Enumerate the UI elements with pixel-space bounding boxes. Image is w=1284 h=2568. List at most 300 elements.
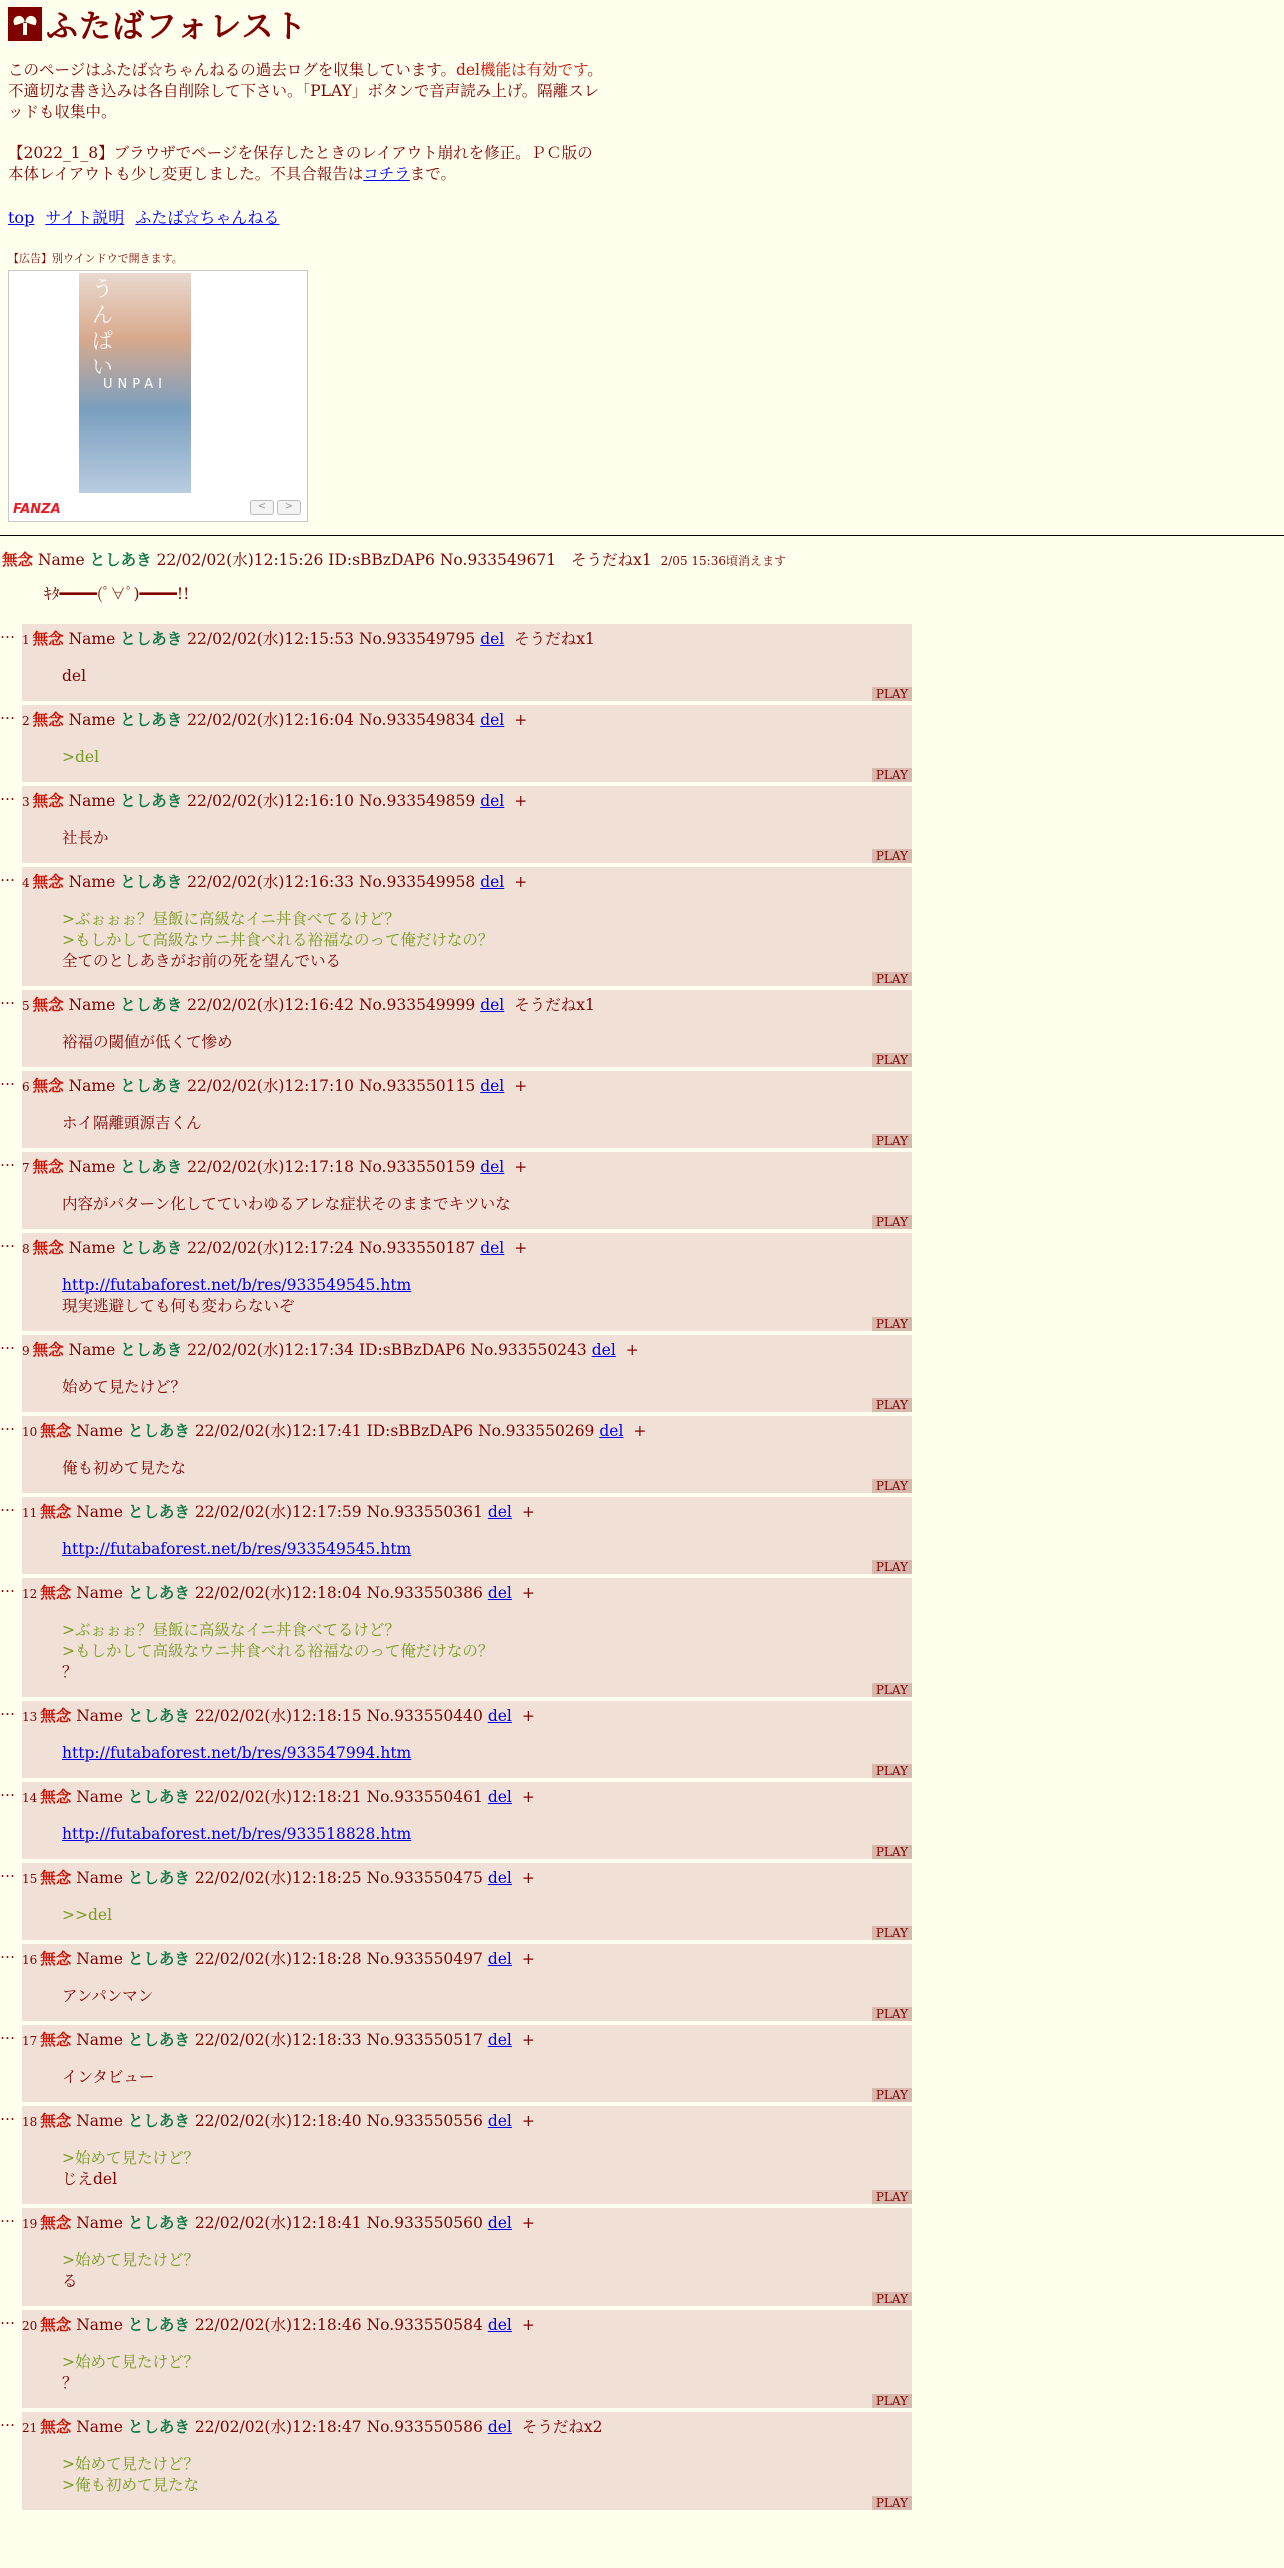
reply-quote: >俺も初めて見たな (62, 2476, 199, 2494)
reply-subject: 無念 (32, 710, 64, 729)
contact-link[interactable]: コチラ (363, 165, 410, 183)
reply-quote: >もしかして高級なウニ丼食べれる裕福なのって俺だけなの？ (62, 1642, 494, 1660)
reply-text: ？ (62, 1663, 78, 1681)
del-link[interactable]: del (487, 1950, 512, 1968)
del-link[interactable]: del (480, 996, 505, 1014)
reply-body (62, 2148, 912, 2190)
sodane-plus-button[interactable]: + (625, 1341, 639, 1359)
reply-menu-icon[interactable]: … (0, 1335, 15, 1353)
ad-nav (250, 500, 301, 515)
reply-row (0, 1152, 912, 1229)
reply-menu-icon[interactable]: … (0, 1863, 15, 1881)
reply-text: del (62, 667, 87, 685)
sodane-plus-button[interactable]: + (514, 1077, 528, 1095)
reply-post (22, 624, 912, 701)
reply-number: 5 (22, 999, 30, 1013)
play-button[interactable]: PLAY (872, 1053, 912, 1067)
reply-link[interactable]: http://futabaforest.net/b/res/933549545.htm (62, 1276, 412, 1294)
ad-image[interactable] (79, 273, 191, 493)
ad-brand-logo: FANZA (13, 502, 61, 517)
ad-image-title: うんぱい (88, 277, 113, 381)
reply-number: 18 (22, 2115, 38, 2129)
reply-quote: >ぶぉぉぉ？昼飯に高級なイニ丼食べてるけど？ (62, 910, 400, 928)
reply-menu-icon[interactable]: … (0, 1152, 15, 1170)
sodane-plus-button[interactable]: + (514, 792, 528, 810)
reply-menu-icon[interactable]: … (0, 1578, 15, 1596)
del-link[interactable]: del (480, 1239, 505, 1257)
reply-number: 10 (22, 1425, 38, 1439)
play-button[interactable]: PLAY (872, 1560, 912, 1574)
reply-menu-icon[interactable]: … (0, 990, 15, 1008)
reply-subject: 無念 (32, 791, 64, 810)
reply-post (22, 2106, 912, 2204)
reply-number: 7 (22, 1161, 30, 1175)
reply-subject: 無念 (40, 2111, 72, 2130)
reply-menu-icon[interactable]: … (0, 867, 15, 885)
reply-number: 6 (22, 1080, 30, 1094)
sodane-button[interactable]: そうだねx1 (514, 630, 595, 648)
reply-post (22, 1497, 912, 1574)
reply-date: 22/02/02(水)12:16:10 (187, 792, 354, 810)
play-button[interactable]: PLAY (872, 687, 912, 701)
play-button[interactable]: PLAY (872, 2088, 912, 2102)
name-label: Name (76, 1869, 123, 1887)
reply-poster: としあき (120, 1076, 183, 1095)
play-button[interactable]: PLAY (872, 1215, 912, 1229)
intro-del-notice: del機能は有効です (455, 61, 588, 79)
play-button[interactable]: PLAY (872, 2394, 912, 2408)
sodane-plus-button[interactable]: + (514, 1239, 528, 1257)
reply-body (62, 1620, 912, 1683)
reply-body (62, 1986, 912, 2007)
reply-header (22, 2213, 912, 2234)
reply-poster: としあき (127, 2030, 190, 2049)
reply-post-number[interactable]: No.933550517 (366, 2031, 483, 2049)
del-link[interactable]: del (487, 2112, 512, 2130)
play-button[interactable]: PLAY (872, 1134, 912, 1148)
reply-id: ID:sBBzDAP6 (366, 1422, 474, 1440)
reply-menu-icon[interactable]: … (0, 2106, 15, 2124)
reply-body (62, 1113, 912, 1134)
reply-number: 16 (22, 1953, 38, 1967)
name-label: Name (76, 1503, 123, 1521)
del-link[interactable]: del (487, 2316, 512, 2334)
reply-text: 社長か (62, 829, 109, 847)
nav-about-link[interactable]: サイト説明 (45, 208, 125, 227)
reply-link[interactable]: http://futabaforest.net/b/res/933518828.htm (62, 1825, 412, 1843)
reply-post-number[interactable]: No.933550497 (366, 1950, 483, 1968)
name-label: Name (76, 2418, 123, 2436)
reply-poster: としあき (120, 1157, 183, 1176)
reply-quote: >del (62, 748, 100, 766)
reply-list (0, 624, 912, 2514)
reply-post-number[interactable]: No.933549999 (358, 996, 476, 1014)
ad-image-word: UNPAI (103, 377, 167, 392)
reply-post-number[interactable]: No.933550386 (366, 1584, 483, 1602)
reply-subject: 無念 (40, 1868, 72, 1887)
reply-number: 3 (22, 795, 30, 809)
top-nav (8, 205, 1276, 228)
reply-date: 22/02/02(水)12:17:59 (194, 1503, 362, 1521)
reply-post (22, 2208, 912, 2306)
del-link[interactable]: del (487, 1584, 512, 1602)
reply-date: 22/02/02(水)12:18:46 (194, 2316, 362, 2334)
reply-text: アンパンマン (62, 1987, 154, 2005)
thread-number[interactable]: No.933549671 (439, 551, 557, 569)
intro-text: このページはふたば☆ちゃんねるの過去ログを収集しています。 (8, 61, 456, 79)
reply-post-number[interactable]: No.933549859 (358, 792, 476, 810)
reply-post-number[interactable]: No.933550586 (366, 2418, 483, 2436)
reply-header (22, 1340, 912, 1361)
play-button[interactable]: PLAY (872, 768, 912, 782)
del-link[interactable]: del (487, 2418, 512, 2436)
reply-post (22, 1782, 912, 1859)
reply-poster: としあき (127, 2213, 190, 2232)
update-notice (8, 143, 608, 185)
reply-body (62, 747, 912, 768)
name-label: Name (68, 1341, 116, 1359)
reply-body (62, 1032, 912, 1053)
reply-menu-icon[interactable]: … (0, 1701, 15, 1719)
reply-row (0, 2412, 912, 2510)
reply-subject: 無念 (40, 1949, 72, 1968)
reply-poster: としあき (127, 1787, 190, 1806)
reply-post-number[interactable]: No.933550560 (366, 2214, 483, 2232)
reply-subject: 無念 (40, 1421, 72, 1440)
reply-post-number[interactable]: No.933550461 (366, 1788, 483, 1806)
play-button[interactable]: PLAY (872, 1479, 912, 1493)
nav-top-link[interactable]: top (8, 208, 35, 227)
reply-body (62, 1743, 912, 1764)
reply-row (0, 786, 912, 863)
reply-menu-icon[interactable]: … (0, 1497, 15, 1515)
reply-post-number[interactable]: No.933549958 (358, 873, 476, 891)
reply-number: 1 (22, 633, 30, 647)
del-link[interactable]: del (487, 1869, 512, 1887)
reply-number: 20 (22, 2319, 38, 2333)
reply-post-number[interactable]: No.933550159 (358, 1158, 476, 1176)
reply-number: 11 (22, 1506, 38, 1520)
name-label: Name (76, 2031, 123, 2049)
reply-row (0, 2310, 912, 2408)
reply-subject: 無念 (40, 2315, 72, 2334)
sodane-plus-button[interactable]: + (514, 873, 528, 891)
reply-header (22, 1076, 912, 1097)
del-link[interactable]: del (480, 873, 505, 891)
sodane-plus-button[interactable]: + (521, 2112, 535, 2130)
sodane-plus-button[interactable]: + (521, 2214, 535, 2232)
reply-poster: としあき (120, 872, 183, 891)
sodane-plus-button[interactable]: + (521, 1869, 535, 1887)
reply-post-number[interactable]: No.933550269 (478, 1422, 595, 1440)
sodane-plus-button[interactable]: + (521, 1788, 535, 1806)
sodane-plus-button[interactable]: + (514, 711, 528, 729)
reply-post-number[interactable]: No.933549834 (358, 711, 476, 729)
reply-menu-icon[interactable]: … (0, 786, 15, 804)
reply-menu-icon[interactable]: … (0, 1233, 15, 1251)
thread-id: ID:sBBzDAP6 (328, 551, 435, 569)
sodane-plus-button[interactable]: + (521, 2316, 535, 2334)
reply-post-number[interactable]: No.933550556 (366, 2112, 483, 2130)
reply-header (22, 2111, 912, 2132)
reply-body (62, 828, 912, 849)
ad-banner[interactable] (8, 270, 308, 522)
reply-date: 22/02/02(水)12:18:33 (194, 2031, 362, 2049)
del-link[interactable]: del (487, 2214, 512, 2232)
play-button[interactable]: PLAY (872, 2190, 912, 2204)
sodane-plus-button[interactable]: + (514, 1158, 528, 1176)
reply-header (22, 629, 912, 650)
reply-quote: >始めて見たけど？ (62, 2353, 199, 2371)
reply-text: インタビュー (62, 2068, 155, 2086)
thread-poster: としあき (89, 550, 152, 569)
reply-body (62, 2454, 912, 2496)
reply-row (0, 867, 912, 986)
reply-subject: 無念 (32, 1157, 64, 1176)
reply-number: 8 (22, 1242, 30, 1256)
reply-menu-icon[interactable]: … (0, 1416, 15, 1434)
name-label: Name (68, 711, 116, 729)
reply-menu-icon[interactable]: … (0, 1071, 15, 1089)
play-button[interactable]: PLAY (872, 849, 912, 863)
sodane-button[interactable]: そうだねx1 (571, 551, 652, 569)
reply-row (0, 2106, 912, 2204)
chevron-left-icon[interactable]: < (250, 500, 274, 515)
reply-quote: >始めて見たけど？ (62, 2149, 199, 2167)
play-button[interactable]: PLAY (872, 1398, 912, 1412)
ad-label: 【広告】別ウインドウで開きます。 (8, 252, 183, 265)
reply-post (22, 990, 912, 1067)
play-button[interactable]: PLAY (872, 2292, 912, 2306)
reply-post (22, 1416, 912, 1493)
name-label: Name (37, 551, 85, 569)
play-button[interactable]: PLAY (872, 2496, 912, 2510)
reply-post-number[interactable]: No.933550115 (358, 1077, 476, 1095)
thread-subject: 無念 (2, 550, 34, 569)
reply-body (62, 1275, 912, 1317)
name-label: Name (68, 1239, 116, 1257)
reply-post-number[interactable]: No.933550584 (366, 2316, 483, 2334)
notice-text-end: まで。 (409, 165, 456, 183)
reply-post (22, 1701, 912, 1778)
sodane-plus-button[interactable]: + (521, 2031, 535, 2049)
reply-menu-icon[interactable]: … (0, 624, 15, 642)
sodane-plus-button[interactable]: + (521, 1950, 535, 1968)
reply-quote: >ぶぉぉぉ？昼飯に高級なイニ丼食べてるけど？ (62, 1621, 400, 1639)
reply-poster: としあき (120, 791, 183, 810)
play-button[interactable]: PLAY (872, 1317, 912, 1331)
reply-menu-icon[interactable]: … (0, 2025, 15, 2043)
reply-header (22, 2315, 912, 2336)
reply-number: 14 (22, 1791, 38, 1805)
reply-date: 22/02/02(水)12:18:47 (194, 2418, 362, 2436)
reply-number: 19 (22, 2217, 38, 2231)
reply-post-number[interactable]: No.933549795 (358, 630, 476, 648)
play-button[interactable]: PLAY (872, 1683, 912, 1697)
reply-body (62, 2250, 912, 2292)
name-label: Name (76, 2316, 123, 2334)
reply-header (22, 1706, 912, 1727)
reply-poster: としあき (127, 1421, 190, 1440)
reply-post (22, 705, 912, 782)
sodane-button[interactable]: そうだねx1 (514, 996, 595, 1014)
del-link[interactable]: del (480, 792, 505, 810)
reply-subject: 無念 (32, 629, 64, 648)
reply-header (22, 1583, 912, 1604)
reply-post-number[interactable]: No.933550243 (470, 1341, 587, 1359)
reply-subject: 無念 (32, 995, 64, 1014)
reply-row (0, 1071, 912, 1148)
reply-row (0, 1233, 912, 1331)
reply-header (22, 1238, 912, 1259)
reply-subject: 無念 (40, 1706, 72, 1725)
reply-text: 内容がパターン化してていわゆるアレな症状そのままでキツいな (62, 1195, 511, 1213)
name-label: Name (68, 996, 116, 1014)
reply-header (22, 1502, 912, 1523)
reply-text: 俺も初めて見たな (62, 1459, 187, 1477)
reply-row (0, 705, 912, 782)
reply-row (0, 990, 912, 1067)
thread-body: ｷﾀ━━━━(ﾟ∀ﾟ)━━━━!! (44, 585, 190, 603)
reply-menu-icon[interactable]: … (0, 2208, 15, 2226)
reply-header (22, 710, 912, 731)
reply-text: ホイ隔離頭源吉くん (62, 1114, 202, 1132)
reply-post (22, 2310, 912, 2408)
name-label: Name (76, 1950, 123, 1968)
reply-post (22, 1071, 912, 1148)
futaba-logo-icon (8, 7, 42, 41)
reply-date: 22/02/02(水)12:18:41 (194, 2214, 362, 2232)
reply-body (62, 2352, 912, 2394)
reply-text: 現実逃避しても何も変わらないぞ (62, 1297, 295, 1315)
del-link[interactable]: del (480, 1077, 505, 1095)
name-label: Name (76, 1422, 123, 1440)
reply-row (0, 1863, 912, 1940)
reply-post-number[interactable]: No.933550440 (366, 1707, 483, 1725)
nav-futaba-link[interactable]: ふたば☆ちゃんねる (135, 208, 280, 227)
reply-header (22, 1949, 912, 1970)
reply-row (0, 1335, 912, 1412)
reply-number: 12 (22, 1587, 38, 1601)
reply-post-number[interactable]: No.933550361 (366, 1503, 483, 1521)
reply-body (62, 1905, 912, 1926)
sodane-plus-button[interactable]: + (521, 1503, 535, 1521)
reply-subject: 無念 (32, 1340, 64, 1359)
reply-link[interactable]: http://futabaforest.net/b/res/933547994.htm (62, 1744, 412, 1762)
reply-poster: としあき (120, 995, 183, 1014)
reply-header (22, 1157, 912, 1178)
reply-date: 22/02/02(水)12:16:42 (187, 996, 354, 1014)
reply-link[interactable]: http://futabaforest.net/b/res/933549545.htm (62, 1540, 412, 1558)
reply-poster: としあき (127, 1502, 190, 1521)
thread-header (2, 548, 786, 570)
reply-body (62, 1194, 912, 1215)
reply-poster: としあき (120, 710, 183, 729)
name-label: Name (68, 1077, 116, 1095)
name-label: Name (68, 630, 116, 648)
reply-header (22, 1787, 912, 1808)
reply-post (22, 1335, 912, 1412)
site-header (8, 6, 1276, 45)
del-link[interactable]: del (487, 2031, 512, 2049)
reply-post (22, 1944, 912, 2021)
play-button[interactable]: PLAY (872, 1845, 912, 1859)
name-label: Name (68, 1158, 116, 1176)
reply-poster: としあき (127, 1949, 190, 1968)
del-link[interactable]: del (487, 1707, 512, 1725)
sodane-plus-button[interactable]: + (521, 1584, 535, 1602)
del-link[interactable]: del (480, 1158, 505, 1176)
play-button[interactable]: PLAY (872, 972, 912, 986)
play-button[interactable]: PLAY (872, 1926, 912, 1940)
reply-header (22, 1421, 912, 1442)
sodane-plus-button[interactable]: + (521, 1707, 535, 1725)
reply-poster: としあき (120, 629, 183, 648)
reply-menu-icon[interactable]: … (0, 2412, 15, 2430)
reply-number: 15 (22, 1872, 38, 1886)
reply-subject: 無念 (32, 1076, 64, 1095)
reply-quote: >始めて見たけど？ (62, 2455, 199, 2473)
del-link[interactable]: del (487, 1503, 512, 1521)
reply-body (62, 909, 912, 972)
reply-subject: 無念 (32, 1238, 64, 1257)
reply-date: 22/02/02(水)12:16:04 (187, 711, 354, 729)
reply-post-number[interactable]: No.933550187 (358, 1239, 476, 1257)
reply-menu-icon[interactable]: … (0, 705, 15, 723)
reply-poster: としあき (120, 1340, 183, 1359)
page (8, 0, 1276, 522)
reply-post (22, 786, 912, 863)
reply-body (62, 1458, 912, 1479)
reply-post (22, 1152, 912, 1229)
del-link[interactable]: del (480, 711, 505, 729)
reply-subject: 無念 (40, 1787, 72, 1806)
notice-text: 【2022_1_8】ブラウザでページを保存したときのレイアウト崩れを修正。ＰＣ版の本体レイアウトも少し変更しました。不具合報告は (8, 144, 593, 183)
play-button[interactable]: PLAY (872, 2007, 912, 2021)
reply-row (0, 1578, 912, 1697)
reply-post (22, 2412, 912, 2510)
reply-post (22, 1578, 912, 1697)
del-link[interactable]: del (599, 1422, 624, 1440)
del-link[interactable]: del (487, 1788, 512, 1806)
reply-post (22, 1233, 912, 1331)
chevron-right-icon[interactable]: > (277, 500, 301, 515)
reply-menu-icon[interactable]: … (0, 2310, 15, 2328)
reply-poster: としあき (127, 1583, 190, 1602)
reply-row (0, 624, 912, 701)
reply-post-number[interactable]: No.933550475 (366, 1869, 483, 1887)
play-button[interactable]: PLAY (872, 1764, 912, 1778)
reply-date: 22/02/02(水)12:16:33 (187, 873, 354, 891)
reply-date: 22/02/02(水)12:17:18 (187, 1158, 354, 1176)
del-link[interactable]: del (480, 630, 505, 648)
reply-date: 22/02/02(水)12:17:24 (187, 1239, 354, 1257)
reply-menu-icon[interactable]: … (0, 1944, 15, 1962)
reply-quote: >もしかして高級なウニ丼食べれる裕福なのって俺だけなの？ (62, 931, 494, 949)
reply-subject: 無念 (32, 872, 64, 891)
reply-menu-icon[interactable]: … (0, 1782, 15, 1800)
reply-text: じえdel (62, 2170, 118, 2188)
reply-subject: 無念 (40, 2213, 72, 2232)
reply-row (0, 2025, 912, 2102)
sodane-button[interactable]: そうだねx2 (521, 2418, 603, 2436)
del-link[interactable]: del (591, 1341, 616, 1359)
name-label: Name (68, 873, 116, 891)
reply-row (0, 2208, 912, 2306)
reply-date: 22/02/02(水)12:17:41 (194, 1422, 362, 1440)
reply-date: 22/02/02(水)12:18:28 (194, 1950, 362, 1968)
sodane-plus-button[interactable]: + (633, 1422, 647, 1440)
